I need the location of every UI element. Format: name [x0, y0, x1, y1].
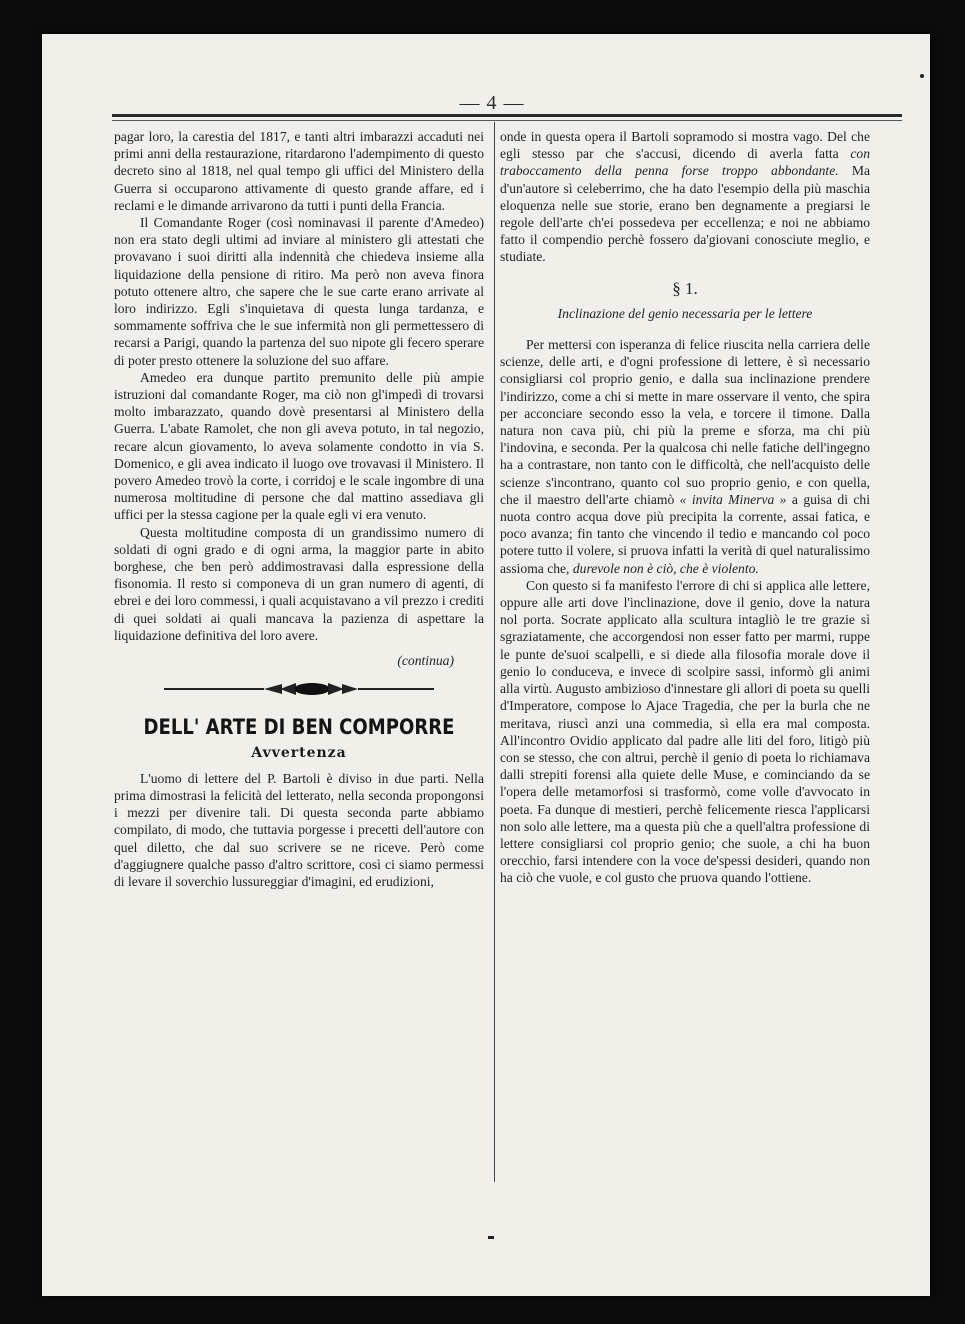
text-run: Ma d'un'autore sì celeberrimo, che ha dato l'esempio della più maschia eloquenza nelle sue storie, erano ben degnamente a pregiarsi le regole dell'arte ch'ei possedeva per eccellenza; e noi ne abbiamo fatto il compendio perchè fossero da'giovani conosciute meglio, e studiate. — [500, 163, 870, 265]
italic-quote: « invita Minerva » — [679, 491, 787, 507]
left-column — [114, 128, 484, 890]
intro-paragraph: L'uomo di lettere del P. Bartoli è diviso in due parti. Nella prima dimostrasi la felicità del letterato, nella seconda propongonsi i mezzi per divenire tali. Di questa seconda parte abbiamo compilato, di modo, che tuttavia porgesse i precetti dell'autore con quel diletto, che dal suo scrivere se ne riceve. Però come d'aggiugnere qualche passo d'altro scrittore, così ci siamo permessi di levare il soverchio lussureggiar d'imagini, ed erudizioni, — [114, 770, 484, 889]
italic-quote: durevole non è ciò, che è violento. — [572, 560, 759, 576]
section-heading: Inclinazione del genio necessaria per le lettere — [557, 305, 813, 321]
continua-note: (continua) — [397, 653, 454, 669]
paragraph — [500, 128, 870, 266]
text-run: a guisa di chi nuota contro acqua dove più precipita la corrente, assai fatica, e poco avanza; fin tanto che vincendo il tedio e mancando col poco potere tutto il volere, si pruova infatti la verità di quel naturalissimo assioma che, — [500, 491, 870, 576]
paragraph: Con questo si fa manifesto l'errore di chi si applica alle lettere, oppure alle arti dove l'inclinazione, dove il genio, dove la natura nol porta. Socrate applicato alla scultura intagliò le tre grazie sì sgraziatamente, che accorgendosi non esser fatto per marmi, ruppe le punte de'suoi scalpelli, e si diede alla filosofia morale dove il genio lo conduceva, e invece di scolpire sassi, informò gli animi alla virtù. Augusto ambizioso d'innestare gli allori di poeta su quelli d'Imperatore, compose lo Ajace Tragedia, che per la burla che ne meritava, riuscì anzi una commedia, sì ella era mal composta. All'incontro Ovidio applicato dal padre alle liti del foro, litigò più con se stesso, che con altrui, perchè il genio di poeta lo richiamava dalli strepiti forensi alla quiete delle Muse, e cominciando da se l'opera delle metamorfosi si trasformò, come volle d'avvocato in poeta. Fa dunque di mestieri, perchè felicemente riesca l'applicarsi non solo alle lettere, ma a questa più che a quell'altra professione di lettere consigliarsi col proprio genio; che suole, a chi ha buon orecchio, farsi intendere con la voce de'spessi desideri, quando non ha ciò che vuole, e col gusto che pruova quando l'ottiene. — [500, 577, 870, 886]
header-rule — [112, 114, 902, 117]
italic-quote: con traboccamento della penna forse troppo abbondante. — [500, 146, 870, 179]
text-run: Per mettersi con isperanza di felice riuscita nella carriera delle scienze, delle arti, e d'ogni professione di lettere, è sì necessario consigliarsi col proprio genio, e dalla sua inclinazione prendere l'indirizzo, come a chi si mette in mare osservare il vento, che spira per acconciare secondo esso la vela, e torcere il timone. Dalla natura non cava più, chi più la preme e sforza, ma chi più l'indovina, e seconda. Per la qualcosa chi nelle fatiche dell'ingegno ha a contrastare, non tanto con le difficoltà, che nell'acquisto delle scienze s'incontrano, quanto col suo proprio genio, e con quella, che il maestro dell'arte chiamò — [500, 337, 870, 507]
bottom-mark — [488, 1236, 494, 1239]
ornament-divider-icon — [164, 681, 434, 697]
page-number: — 4 — — [459, 92, 525, 114]
right-column — [500, 128, 870, 887]
paragraph — [500, 336, 870, 577]
paragraph: pagar loro, la carestia del 1817, e tanti altri imbarazzi accaduti nei primi anni della restaurazione, ritardarono l'adempimento di questo decreto sino al 1818, nel qual tempo gli uffici del Ministero della Guerra si occuparono attivamente di questo grande affare, ed i reclami e le dimande arrivarono da tutti i punti della Francia. — [114, 129, 484, 213]
ink-speck — [920, 74, 924, 78]
section-title: DELL' ARTE DI BEN COMPORRE — [143, 715, 455, 740]
header-rule-thin — [112, 120, 902, 121]
section-number: § 1. — [672, 278, 698, 298]
paragraph: Questa moltitudine composta di un grandissimo numero di soldati di ogni grado e di ogni arma, la maggior parte in abito borghese, che ben però addimostravasi dalla espressione della fisonomia. Il resto si componeva di un gran numero di agenti, di ebrei e dei loro commessi, i quali acquistavano a vil prezzo i crediti di quei soldati ai quali mancava la pazienza di aspettare la liquidazione definitiva del loro avere. — [114, 524, 484, 643]
column-divider — [494, 122, 495, 1182]
ornament-divider — [164, 681, 434, 697]
paragraph: Il Comandante Roger (così nominavasi il parente d'Amedeo) non era stato degli ultimi ad inviare al ministero gli attestati che provavano i suoi diritti alla indennità che chiedeva insieme alla liquidazione della pensione di ritiro. Ma però non aveva finora potuto ottenere altro, che sapere che le sue carte erano arrivate al loro indirizzo. Egli s'inquietava di questa lunga tardanza, e sommamente soffriva che le sue infermità non gli permettessero di recarsi a Parigi, quando la partenza del suo nipote gli fecero sperare di poter presto ottenere la soluzione del suo affare. — [114, 215, 484, 368]
paragraph: Amedeo era dunque partito premunito delle più ampie istruzioni dal comandante Roger, ma ciò non gl'impedì di trovarsi molto imbarazzato, quando dovè presentarsi al Ministero della Guerra. L'abate Ramolet, che non gli aveva potuto, in tal negozio, recare alcun giovamento, lo aveva solamente condotto in via S. Domenico, e gli avea indicato il luogo ove trovavasi il Ministero. Il povero Amedeo trovò la corte, i corridoj e le scale ingombre di una numerosa moltitudine di persone che dal mattino assediava gli uffici per la stessa cagione per la quale egli vi era venuto. — [114, 369, 484, 523]
section-subtitle: Avvertenza — [251, 744, 347, 761]
newspaper-page — [42, 34, 930, 1296]
text-run: onde in questa opera il Bartoli sopramodo si mostra vago. Del che egli stesso par che s'accusi, dicendo di averla fatta — [500, 129, 870, 162]
